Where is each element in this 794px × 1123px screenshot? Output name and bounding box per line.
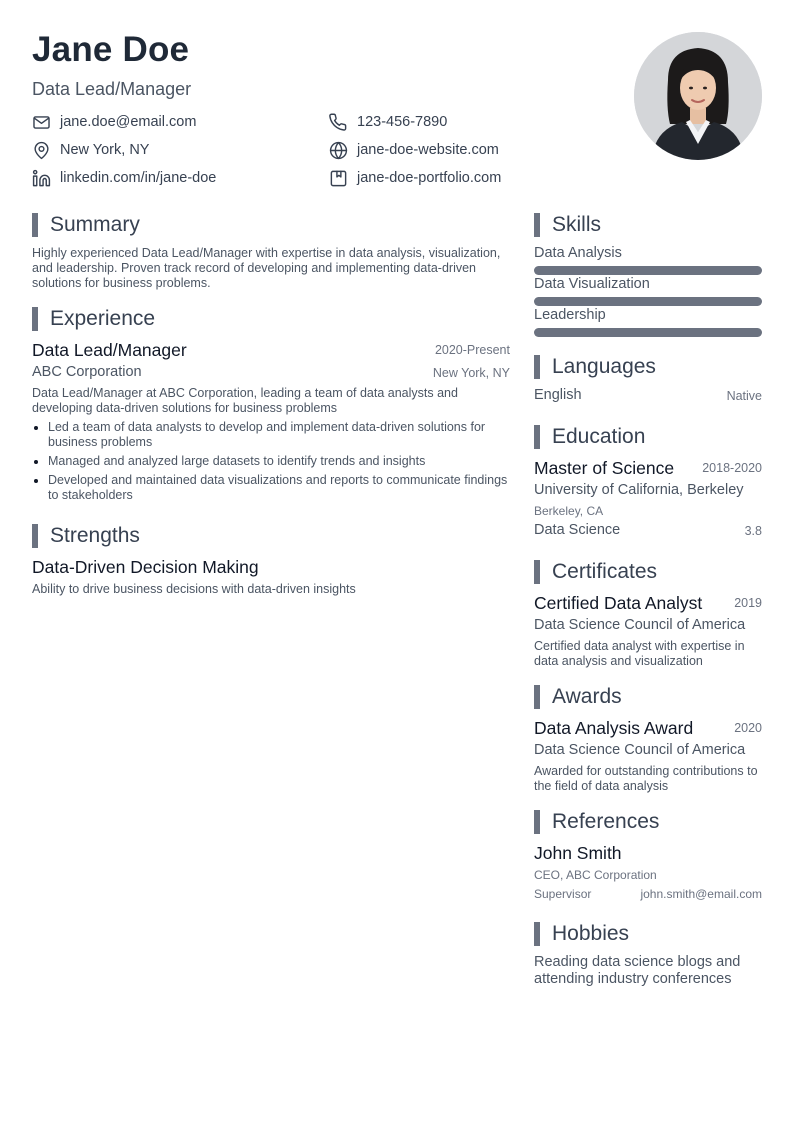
section-accent-bar bbox=[534, 922, 540, 946]
section-skills-header bbox=[534, 213, 601, 237]
section-certificates-header bbox=[534, 560, 657, 584]
contact-phone[interactable] bbox=[329, 112, 447, 132]
contact-email-text: jane.doe@email.com bbox=[60, 114, 197, 130]
contact-location bbox=[32, 140, 149, 160]
experience-location: New York, NY bbox=[432, 366, 510, 380]
skill-level-bar bbox=[534, 297, 762, 306]
language-level: Native bbox=[726, 389, 762, 403]
portrait-illustration bbox=[634, 32, 762, 160]
contact-location-text: New York, NY bbox=[60, 142, 150, 158]
reference-position: CEO, ABC Corporation bbox=[534, 868, 657, 882]
phone-icon bbox=[329, 113, 348, 132]
section-awards-title: Awards bbox=[552, 685, 622, 708]
contact-linkedin[interactable] bbox=[32, 168, 216, 188]
contact-phone-text: 123-456-7890 bbox=[357, 114, 448, 130]
certificate-name: Certified Data Analyst bbox=[534, 593, 703, 613]
summary-text: Highly experienced Data Lead/Manager with expertise in data analysis, visualization, and leadership. Proven track record of developing and implementing data-driven solutions for business problems. bbox=[32, 246, 501, 290]
section-education-title: Education bbox=[552, 425, 646, 448]
section-accent-bar bbox=[534, 560, 540, 584]
section-hobbies-title: Hobbies bbox=[552, 922, 630, 945]
certificate-year: 2019 bbox=[734, 596, 762, 610]
experience-dates: 2020-Present bbox=[434, 343, 510, 357]
education-degree: Master of Science bbox=[534, 458, 675, 478]
experience-bullets bbox=[32, 420, 512, 507]
education-gpa: 3.8 bbox=[744, 524, 762, 538]
globe-icon bbox=[329, 141, 348, 160]
award-issuer: Data Science Council of America bbox=[534, 742, 746, 758]
skill-name: Leadership bbox=[534, 307, 606, 323]
strength-description: Ability to drive business decisions with data-driven insights bbox=[32, 582, 356, 596]
section-references-header bbox=[534, 810, 659, 834]
section-certificates-title: Certificates bbox=[552, 560, 658, 583]
section-education-header bbox=[534, 425, 645, 449]
skill-level-bar bbox=[534, 328, 762, 337]
hobbies-text: Reading data science blogs and attending industry conferences bbox=[534, 954, 741, 987]
award-year: 2020 bbox=[734, 721, 762, 735]
experience-bullet: Managed and analyzed large datasets to identify trends and insights bbox=[32, 454, 512, 469]
contact-website-text: jane-doe-website.com bbox=[357, 142, 499, 158]
reference-relationship: Supervisor bbox=[534, 887, 592, 901]
section-references-title: References bbox=[552, 810, 660, 833]
section-accent-bar bbox=[32, 307, 38, 331]
contact-portfolio[interactable] bbox=[329, 168, 501, 188]
section-accent-bar bbox=[534, 213, 540, 237]
certificate-description: Certified data analyst with expertise in data analysis and visualization bbox=[534, 639, 745, 668]
education-dates: 2018-2020 bbox=[702, 461, 762, 475]
section-strengths-title: Strengths bbox=[50, 524, 140, 547]
section-accent-bar bbox=[32, 524, 38, 548]
profile-photo bbox=[634, 32, 762, 160]
certificate-issuer: Data Science Council of America bbox=[534, 617, 746, 633]
section-languages-header bbox=[534, 355, 656, 379]
job-title: Data Lead/Manager bbox=[32, 79, 192, 99]
award-description: Awarded for outstanding contributions to the field of data analysis bbox=[534, 764, 758, 793]
section-hobbies-header bbox=[534, 922, 629, 946]
section-accent-bar bbox=[534, 810, 540, 834]
education-location: Berkeley, CA bbox=[534, 504, 604, 518]
contact-portfolio-text: jane-doe-portfolio.com bbox=[357, 170, 502, 186]
language-name: English bbox=[534, 387, 582, 403]
contact-website[interactable] bbox=[329, 140, 499, 160]
education-field: Data Science bbox=[534, 522, 621, 538]
portfolio-icon bbox=[329, 169, 348, 188]
experience-bullet: Developed and maintained data visualizations and reports to communicate findings to stakeholders bbox=[32, 473, 512, 503]
map-pin-icon bbox=[32, 141, 51, 160]
section-experience-header bbox=[32, 307, 155, 331]
section-strengths-header bbox=[32, 524, 140, 548]
person-name: Jane Doe bbox=[32, 30, 190, 69]
experience-company: ABC Corporation bbox=[32, 364, 142, 380]
mail-icon bbox=[32, 113, 51, 132]
linkedin-icon bbox=[32, 169, 51, 188]
section-accent-bar bbox=[534, 685, 540, 709]
experience-description: Data Lead/Manager at ABC Corporation, leading a team of data analysts and developing data-driven solutions for business problems bbox=[32, 386, 458, 415]
section-accent-bar bbox=[534, 355, 540, 379]
section-awards-header bbox=[534, 685, 622, 709]
award-name: Data Analysis Award bbox=[534, 718, 694, 738]
contact-linkedin-text: linkedin.com/in/jane-doe bbox=[60, 170, 217, 186]
strength-title: Data-Driven Decision Making bbox=[32, 557, 259, 577]
section-experience-title: Experience bbox=[50, 307, 156, 330]
education-school: University of California, Berkeley bbox=[534, 482, 744, 498]
section-skills-title: Skills bbox=[552, 213, 602, 236]
contact-email[interactable] bbox=[32, 112, 196, 132]
experience-bullet: Led a team of data analysts to develop and implement data-driven solutions for business problems bbox=[32, 420, 512, 450]
section-languages-title: Languages bbox=[552, 355, 656, 378]
skill-level-bar bbox=[534, 266, 762, 275]
section-accent-bar bbox=[32, 213, 38, 237]
experience-position: Data Lead/Manager bbox=[32, 340, 187, 360]
section-summary-title: Summary bbox=[50, 213, 140, 236]
reference-name: John Smith bbox=[534, 843, 622, 863]
section-summary-header bbox=[32, 213, 140, 237]
skill-name: Data Visualization bbox=[534, 276, 650, 292]
skill-name: Data Analysis bbox=[534, 245, 622, 261]
reference-email[interactable]: john.smith@email.com bbox=[640, 887, 762, 901]
section-accent-bar bbox=[534, 425, 540, 449]
